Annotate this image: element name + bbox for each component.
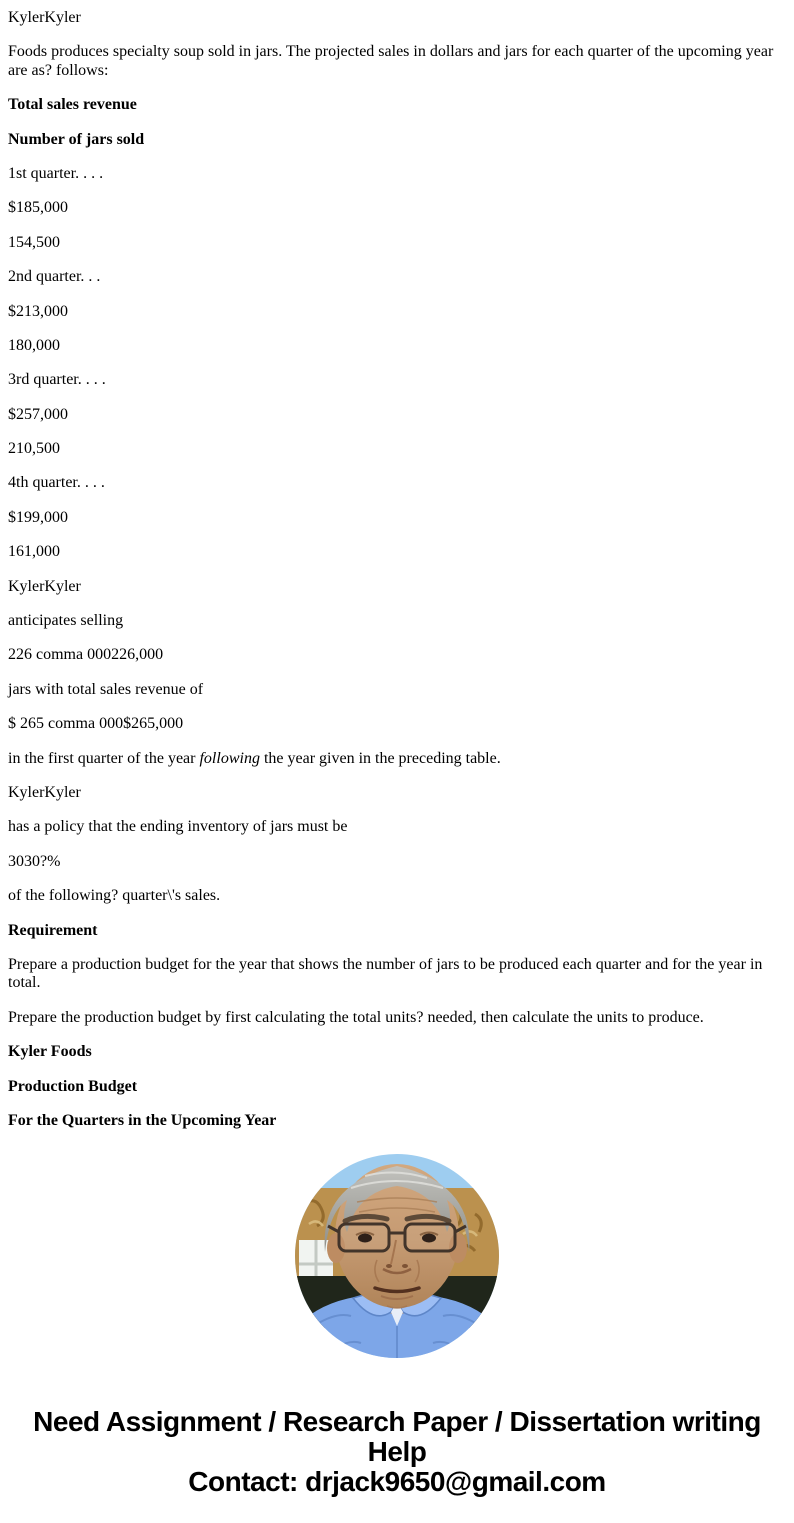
- budget-title-company: Kyler Foods: [8, 1043, 92, 1061]
- problem-text: [0, 9, 794, 1130]
- budget-title-period: For the Quarters in the Upcoming Year: [8, 1111, 277, 1129]
- following-post: the year given in the preceding table.: [259, 749, 501, 767]
- quarter-4-revenue: $199,000: [8, 508, 68, 526]
- line-company-name-2: KylerKyler: [8, 577, 81, 595]
- line-anticipates-selling: anticipates selling: [8, 612, 124, 630]
- portrait-photo: [295, 1154, 499, 1358]
- quarter-1-jars: 154,500: [8, 233, 60, 251]
- quarter-4-jars: 161,000: [8, 543, 60, 561]
- line-company-name-3: KylerKyler: [8, 783, 81, 801]
- quarter-3-jars: 210,500: [8, 440, 60, 458]
- budget-title-doc: Production Budget: [8, 1077, 138, 1095]
- following-italic-word: following: [199, 749, 260, 767]
- help-heading: Need Assignment / Research Paper / Dissertation writing Help: [33, 1406, 761, 1468]
- quarter-2-label: 2nd quarter. . .: [8, 268, 101, 286]
- line-jars-revenue-lead: jars with total sales revenue of: [8, 680, 204, 698]
- quarter-3-label: 3rd quarter. . . .: [8, 371, 106, 389]
- line-policy-percent: 3030?%: [8, 852, 61, 870]
- following-pre: in the first quarter of the year: [8, 749, 200, 767]
- line-company-name-1: KylerKyler: [8, 9, 81, 26]
- help-banner: [0, 1407, 794, 1497]
- line-policy-tail: of the following? quarter\'s sales.: [8, 887, 221, 905]
- quarter-2-revenue: $213,000: [8, 302, 68, 320]
- line-requirement-1: Prepare a production budget for the year that shows the number of jars to be produced each quarter and for the year in total.: [8, 955, 763, 992]
- quarter-1-label: 1st quarter. . . .: [8, 164, 104, 182]
- quarter-1-revenue: $185,000: [8, 199, 68, 217]
- line-following-sentence: [8, 750, 786, 768]
- heading-number-of-jars-sold: Number of jars sold: [8, 130, 145, 148]
- quarter-3-revenue: $257,000: [8, 405, 68, 423]
- line-requirement-2: Prepare the production budget by first calculating the total units? needed, then calculate the units to produce.: [8, 1008, 704, 1026]
- contact-line: Contact: drjack9650@gmail.com: [188, 1466, 606, 1498]
- quarter-2-jars: 180,000: [8, 336, 60, 354]
- line-jars-next-quarter: 226 comma 000226,000: [8, 646, 164, 664]
- line-revenue-next-quarter: $ 265 comma 000$265,000: [8, 715, 184, 733]
- line-ending-inventory-policy: has a policy that the ending inventory of jars must be: [8, 818, 348, 836]
- heading-requirement: Requirement: [8, 921, 98, 939]
- line-intro: Foods produces specialty soup sold in jars. The projected sales in dollars and jars for each quarter of the upcoming year are as? follows:: [8, 43, 774, 79]
- tutor-avatar: [0, 1154, 794, 1358]
- quarter-4-label: 4th quarter. . . .: [8, 474, 105, 492]
- heading-total-sales-revenue: Total sales revenue: [8, 96, 137, 114]
